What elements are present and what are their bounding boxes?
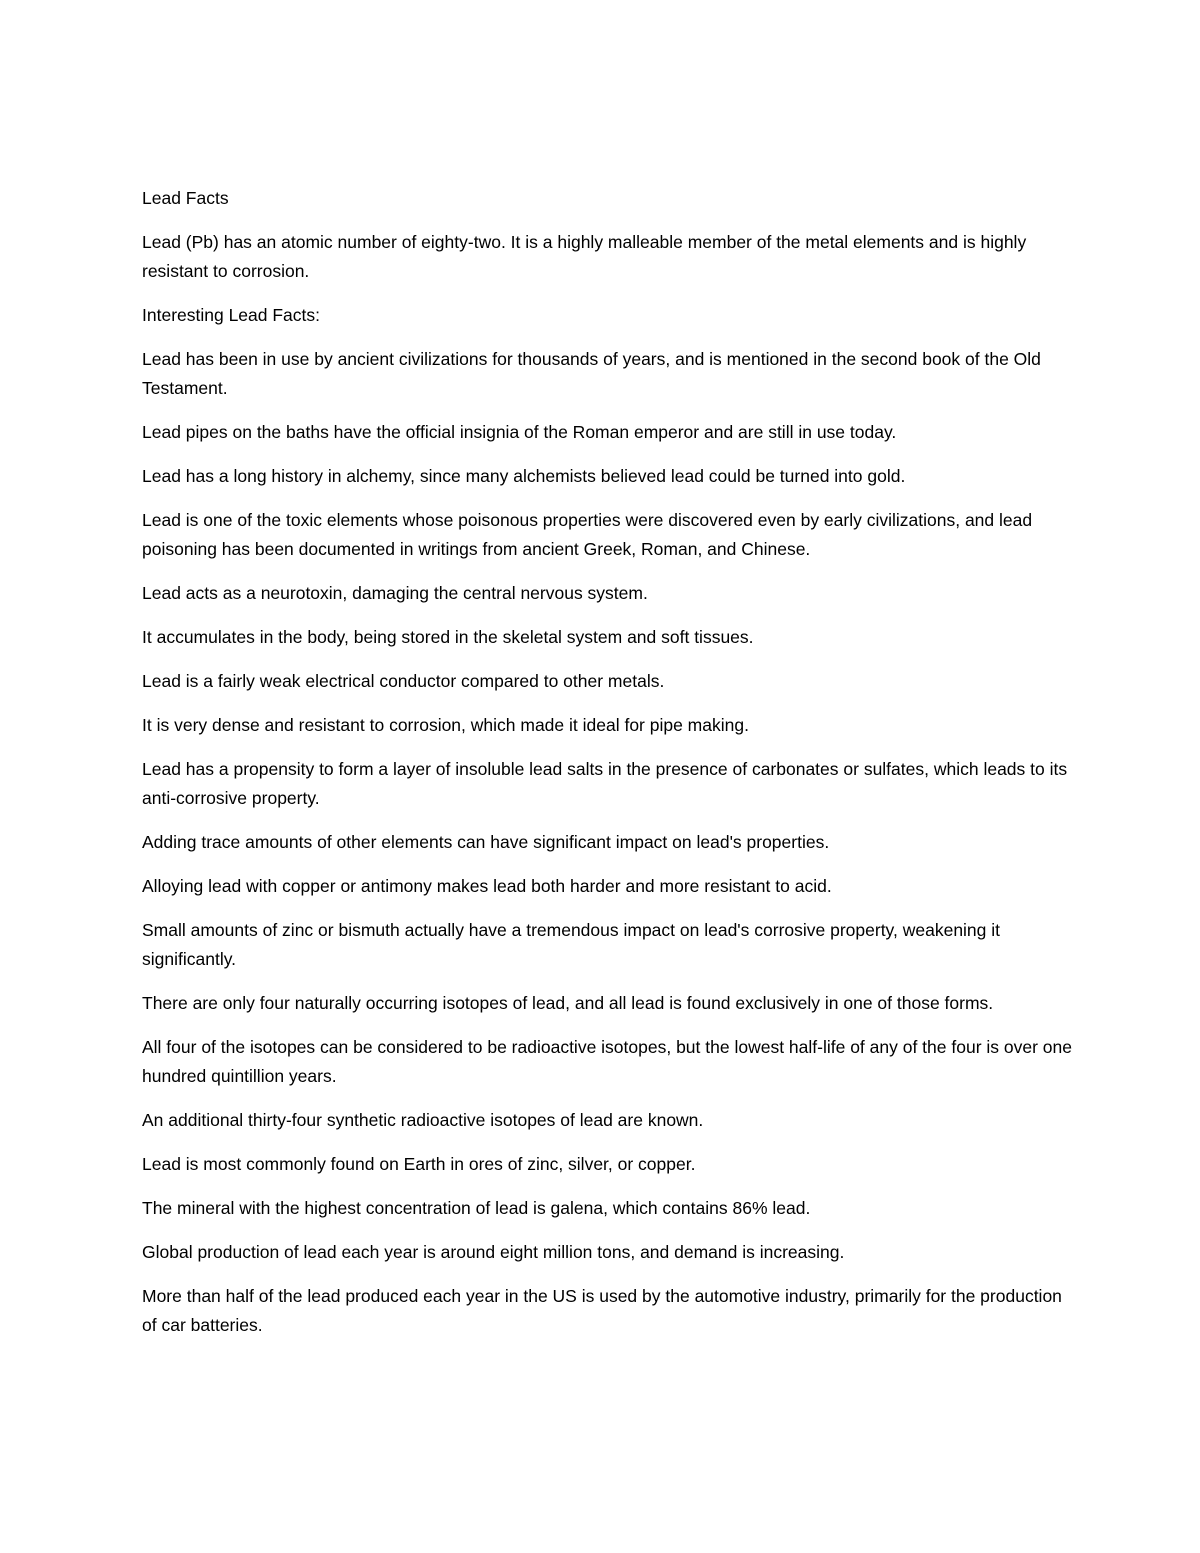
fact-paragraph: More than half of the lead produced each year in the US is used by the automotive industry, primarily for the production of car batteries. xyxy=(142,1286,1062,1335)
intro-paragraph: Lead (Pb) has an atomic number of eighty-two. It is a highly malleable member of the metal elements and is highly resistant to corrosion. xyxy=(142,232,1027,281)
document-title: Lead Facts xyxy=(142,188,229,208)
fact-paragraph: There are only four naturally occurring isotopes of lead, and all lead is found exclusively in one of those forms. xyxy=(142,993,994,1013)
fact-paragraph: Global production of lead each year is around eight million tons, and demand is increasing. xyxy=(142,1242,845,1262)
fact-paragraph: Adding trace amounts of other elements can have significant impact on lead's properties. xyxy=(142,832,830,852)
fact-paragraph: Lead pipes on the baths have the official insignia of the Roman emperor and are still in use today. xyxy=(142,422,897,442)
fact-paragraph: An additional thirty-four synthetic radioactive isotopes of lead are known. xyxy=(142,1110,704,1130)
fact-paragraph: Lead is most commonly found on Earth in ores of zinc, silver, or copper. xyxy=(142,1154,696,1174)
document-body xyxy=(142,184,1072,1355)
fact-paragraph: It is very dense and resistant to corrosion, which made it ideal for pipe making. xyxy=(142,715,749,735)
fact-paragraph: All four of the isotopes can be considered to be radioactive isotopes, but the lowest half-life of any of the four is over one hundred quintillion years. xyxy=(142,1037,1072,1086)
fact-paragraph: Alloying lead with copper or antimony makes lead both harder and more resistant to acid. xyxy=(142,876,832,896)
fact-paragraph: Lead is one of the toxic elements whose poisonous properties were discovered even by early civilizations, and lead poisoning has been documented in writings from ancient Greek, Roman, and Chinese. xyxy=(142,510,1033,559)
fact-paragraph: Lead acts as a neurotoxin, damaging the central nervous system. xyxy=(142,583,648,603)
fact-paragraph: Lead has been in use by ancient civilizations for thousands of years, and is mentioned in the second book of the Old Testament. xyxy=(142,349,1041,398)
fact-paragraph: The mineral with the highest concentration of lead is galena, which contains 86% lead. xyxy=(142,1198,811,1218)
fact-paragraph: Small amounts of zinc or bismuth actually have a tremendous impact on lead's corrosive property, weakening it significantly. xyxy=(142,920,1001,969)
fact-paragraph: Lead is a fairly weak electrical conductor compared to other metals. xyxy=(142,671,665,691)
fact-paragraph: It accumulates in the body, being stored in the skeletal system and soft tissues. xyxy=(142,627,754,647)
fact-paragraph: Lead has a propensity to form a layer of insoluble lead salts in the presence of carbonates or sulfates, which leads to its anti-corrosive property. xyxy=(142,759,1068,808)
fact-paragraph: Lead has a long history in alchemy, since many alchemists believed lead could be turned into gold. xyxy=(142,466,906,486)
section-heading: Interesting Lead Facts: xyxy=(142,305,321,325)
